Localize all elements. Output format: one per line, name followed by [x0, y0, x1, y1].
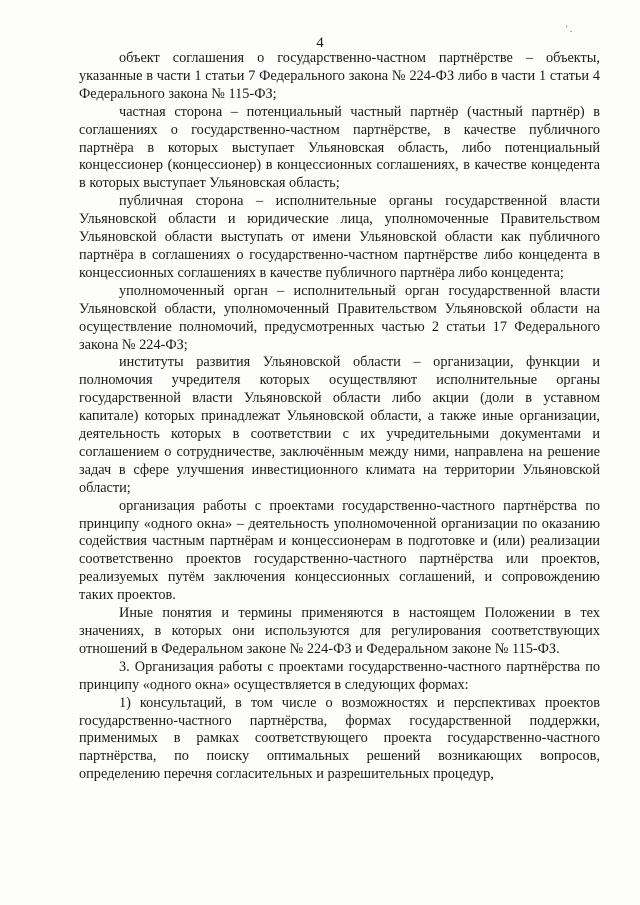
scan-corner-mark: ' .	[566, 24, 573, 34]
definition-paragraph: объект соглашения о государственно-частном партнёрстве – объекты, указанные в части 1 статьи 7 Федерального закона № 224-ФЗ либо в части 1 статьи 4 Федерального закона № 115-ФЗ;	[79, 50, 600, 102]
terms-paragraph: Иные понятия и термины применяются в настоящем Положении в тех значениях, в которых они используются для регулирования соответствующих отношений в Федеральном законе № 224-ФЗ и Федеральном законе № 115-ФЗ.	[79, 605, 600, 657]
definition-paragraph: публичная сторона – исполнительные органы государственной власти Ульяновской области и юридические лица, уполномоченные Правительством Ульяновской области выступать от имени Ульяновской области как публичного партнёра в соглашениях о государственно-частном партнёрстве либо концедента в концессионных соглашениях в качестве публичного партнёра либо концедента;	[79, 193, 600, 281]
definition-paragraph: частная сторона – потенциальный частный партнёр (частный партнёр) в соглашениях о государственно-частном партнёрстве, в качестве публичного партнёра в которых выступает Ульяновская область, либо потенциальный концессионер (концессионер) в концессионных соглашениях, в качестве концедента в которых выступает Ульяновская область;	[79, 103, 600, 192]
definition-paragraph: уполномоченный орган – исполнительный орган государственной власти Ульяновской области, уполномоченный Правительством Ульяновской области на осуществление полномочий, предусмотренных частью 2 статьи 17 Федерального закона № 224-ФЗ;	[79, 282, 600, 353]
list-item-1-paragraph: 1) консультаций, в том числе о возможностях и перспективах проектов государственно-частного партнёрства, формах государственной поддержки, применимых в рамках соответствующего проекта государственно-частного партнёрства, по поиску оптимальных решений возникающих вопросов, определению перечня согласительных и разрешительных процедур,	[79, 694, 600, 783]
page-number: 4	[316, 35, 324, 51]
definition-paragraph: институты развития Ульяновской области – организации, функции и полномочия учредителя которых осуществляют исполнительные органы государственной власти Ульяновской области либо акции (доли в уставном капитале) которых принадлежат Ульяновской области, а также иные организации, деятельность которых в соответствии с их учредительными документами и соглашением о сотрудничестве, заключённым между ними, направлена на решение задач в сфере улучшения инвестиционного климата на территории Ульяновской области;	[79, 354, 600, 496]
section-3-paragraph: 3. Организация работы с проектами государственно-частного партнёрства по принципу «одного окна» осуществляется в следующих формах:	[79, 658, 600, 693]
document-body	[79, 50, 600, 784]
definition-paragraph: организация работы с проектами государственно-частного партнёрства по принципу «одного окна» – деятельность уполномоченной организации по оказанию содействия частным партнёрам и концессионерам в подготовке и (или) реализации соответственно проектов государственно-частного партнёрства или проектов, реализуемых путём заключения концессионных соглашений, и сопровождению таких проектов.	[79, 497, 600, 604]
